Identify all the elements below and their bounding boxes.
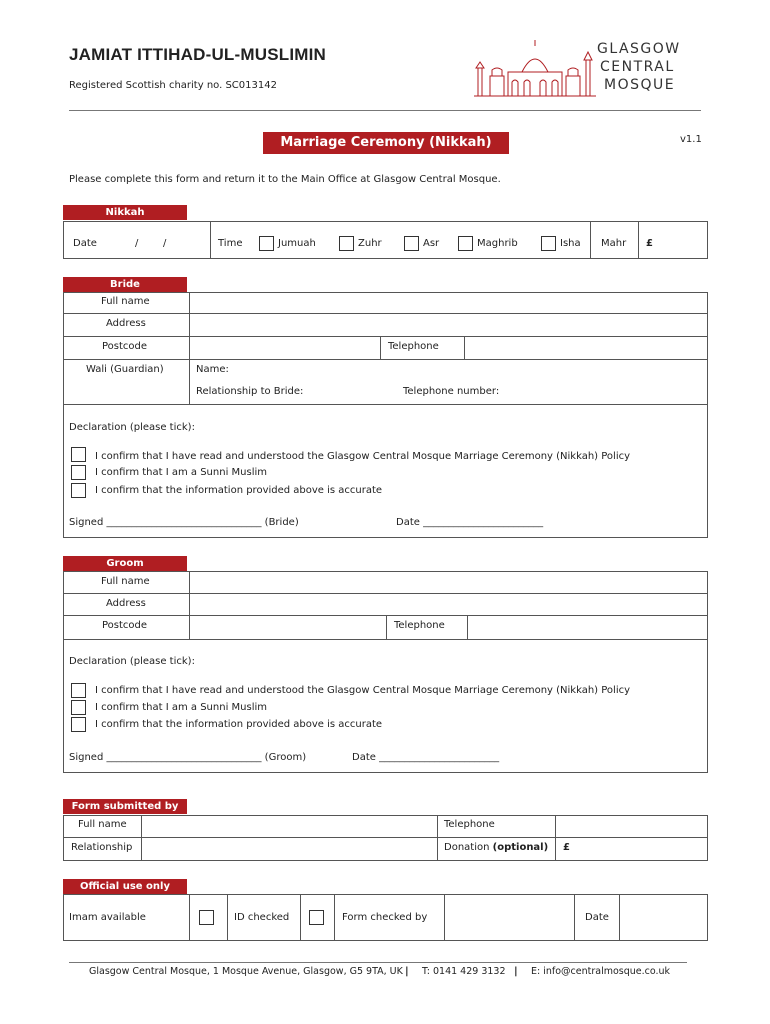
bride-address-label: Address <box>106 318 146 329</box>
mosque-logo <box>470 38 700 100</box>
submitted-by-tab: Form submitted by <box>63 799 187 814</box>
isha-checkbox[interactable] <box>541 236 556 251</box>
wali-telephone-label: Telephone number: <box>403 386 500 397</box>
mahr-currency: £ <box>646 238 653 249</box>
wali-name-label: Name: <box>196 364 229 375</box>
donation-label <box>444 842 548 854</box>
bride-postcode-field[interactable] <box>190 337 380 359</box>
header-divider <box>69 110 701 111</box>
nikkah-tab: Nikkah <box>63 205 187 220</box>
bride-full-name-label: Full name <box>101 296 150 307</box>
groom-decl-sunni-checkbox[interactable] <box>71 700 86 715</box>
official-date-label: Date <box>585 912 609 923</box>
bride-telephone-label: Telephone <box>388 341 439 352</box>
groom-postcode-field[interactable] <box>190 616 386 639</box>
nikkah-date-label: Date <box>73 238 97 249</box>
asr-checkbox[interactable] <box>404 236 419 251</box>
bride-decl-sunni-checkbox[interactable] <box>71 465 86 480</box>
bride-decl-accurate-checkbox[interactable] <box>71 483 86 498</box>
id-checked-label: ID checked <box>234 912 290 923</box>
logo-line-1: GLASGOW <box>597 41 681 57</box>
donation-text: Donation <box>444 842 490 853</box>
jumuah-checkbox[interactable] <box>259 236 274 251</box>
donation-optional: (optional) <box>492 842 549 853</box>
submitter-telephone-label: Telephone <box>444 819 495 830</box>
footer-separator: | <box>514 966 518 977</box>
zuhr-checkbox[interactable] <box>339 236 354 251</box>
bride-signature-line[interactable]: Signed _______________________________ (Bride) <box>69 517 299 528</box>
groom-full-name-label: Full name <box>101 576 150 587</box>
groom-full-name-field[interactable] <box>190 572 707 593</box>
groom-decl-accurate: I confirm that the information provided above is accurate <box>95 719 383 730</box>
asr-label: Asr <box>423 238 440 249</box>
official-date-field[interactable] <box>620 895 707 940</box>
groom-decl-sunni: I confirm that I am a Sunni Muslim <box>95 702 267 713</box>
bride-tab: Bride <box>63 277 187 292</box>
bride-postcode-label: Postcode <box>102 341 148 352</box>
imam-available-label: Imam available <box>69 912 146 923</box>
groom-date-line[interactable]: Date ________________________ <box>352 752 500 763</box>
submitter-relationship-label: Relationship <box>71 842 133 853</box>
date-separator: / <box>163 238 167 249</box>
bride-decl-policy-checkbox[interactable] <box>71 447 86 462</box>
date-separator: / <box>135 238 139 249</box>
groom-telephone-field[interactable] <box>468 616 707 639</box>
bride-declaration-heading: Declaration (please tick): <box>69 422 195 433</box>
mahr-label: Mahr <box>601 238 627 249</box>
jumuah-label: Jumuah <box>278 238 316 249</box>
submitter-full-name-label: Full name <box>78 819 127 830</box>
logo-line-3: MOSQUE <box>604 77 676 93</box>
groom-telephone-label: Telephone <box>394 620 445 631</box>
groom-declaration-heading: Declaration (please tick): <box>69 656 195 667</box>
bride-decl-accurate: I confirm that the information provided above is accurate <box>95 485 383 496</box>
footer-divider <box>69 962 687 963</box>
groom-signature-line[interactable]: Signed _______________________________ (Groom) <box>69 752 307 763</box>
bride-date-line[interactable]: Date ________________________ <box>396 517 544 528</box>
bride-wali-label: Wali (Guardian) <box>86 364 164 375</box>
id-checked-checkbox[interactable] <box>309 910 324 925</box>
maghrib-label: Maghrib <box>477 238 518 249</box>
footer-address: Glasgow Central Mosque, 1 Mosque Avenue, Glasgow, G5 9TA, UK <box>89 966 403 977</box>
groom-decl-accurate-checkbox[interactable] <box>71 717 86 732</box>
groom-decl-policy-checkbox[interactable] <box>71 683 86 698</box>
submitter-full-name-field[interactable] <box>142 816 437 837</box>
maghrib-checkbox[interactable] <box>458 236 473 251</box>
form-checked-by-field[interactable] <box>445 895 574 940</box>
org-name: JAMIAT ITTIHAD-UL-MUSLIMIN <box>69 45 327 64</box>
footer-phone: T: 0141 429 3132 <box>422 966 506 977</box>
form-checked-by-label: Form checked by <box>342 912 428 923</box>
logo-line-2: CENTRAL <box>600 59 675 75</box>
footer-email[interactable]: E: info@centralmosque.co.uk <box>531 966 671 977</box>
groom-tab: Groom <box>63 556 187 571</box>
bride-full-name-field[interactable] <box>190 293 707 313</box>
nikkah-time-label: Time <box>218 238 243 249</box>
submitter-telephone-field[interactable] <box>556 816 707 837</box>
footer-separator: | <box>405 966 409 977</box>
bride-decl-sunni: I confirm that I am a Sunni Muslim <box>95 467 267 478</box>
mosque-drawing-icon <box>470 38 600 100</box>
submitter-relationship-field[interactable] <box>142 838 437 860</box>
wali-relationship-label: Relationship to Bride: <box>196 386 304 397</box>
groom-postcode-label: Postcode <box>102 620 148 631</box>
donation-currency: £ <box>563 842 570 853</box>
instructions: Please complete this form and return it to the Main Office at Glasgow Central Mosque. <box>69 174 501 185</box>
bride-address-field[interactable] <box>190 314 707 336</box>
isha-label: Isha <box>560 238 581 249</box>
zuhr-label: Zuhr <box>358 238 382 249</box>
charity-number: Registered Scottish charity no. SC013142 <box>69 80 277 91</box>
form-title: Marriage Ceremony (Nikkah) Form <box>263 132 509 154</box>
imam-available-checkbox[interactable] <box>199 910 214 925</box>
groom-address-label: Address <box>106 598 146 609</box>
official-use-tab: Official use only <box>63 879 187 894</box>
bride-telephone-field[interactable] <box>465 337 707 359</box>
version: v1.1 <box>680 134 702 145</box>
bride-decl-policy: I confirm that I have read and understood the Glasgow Central Mosque Marriage Ceremony (Nikkah) Policy <box>95 451 631 462</box>
groom-decl-policy: I confirm that I have read and understood the Glasgow Central Mosque Marriage Ceremony (Nikkah) Policy <box>95 685 631 696</box>
groom-address-field[interactable] <box>190 594 707 615</box>
